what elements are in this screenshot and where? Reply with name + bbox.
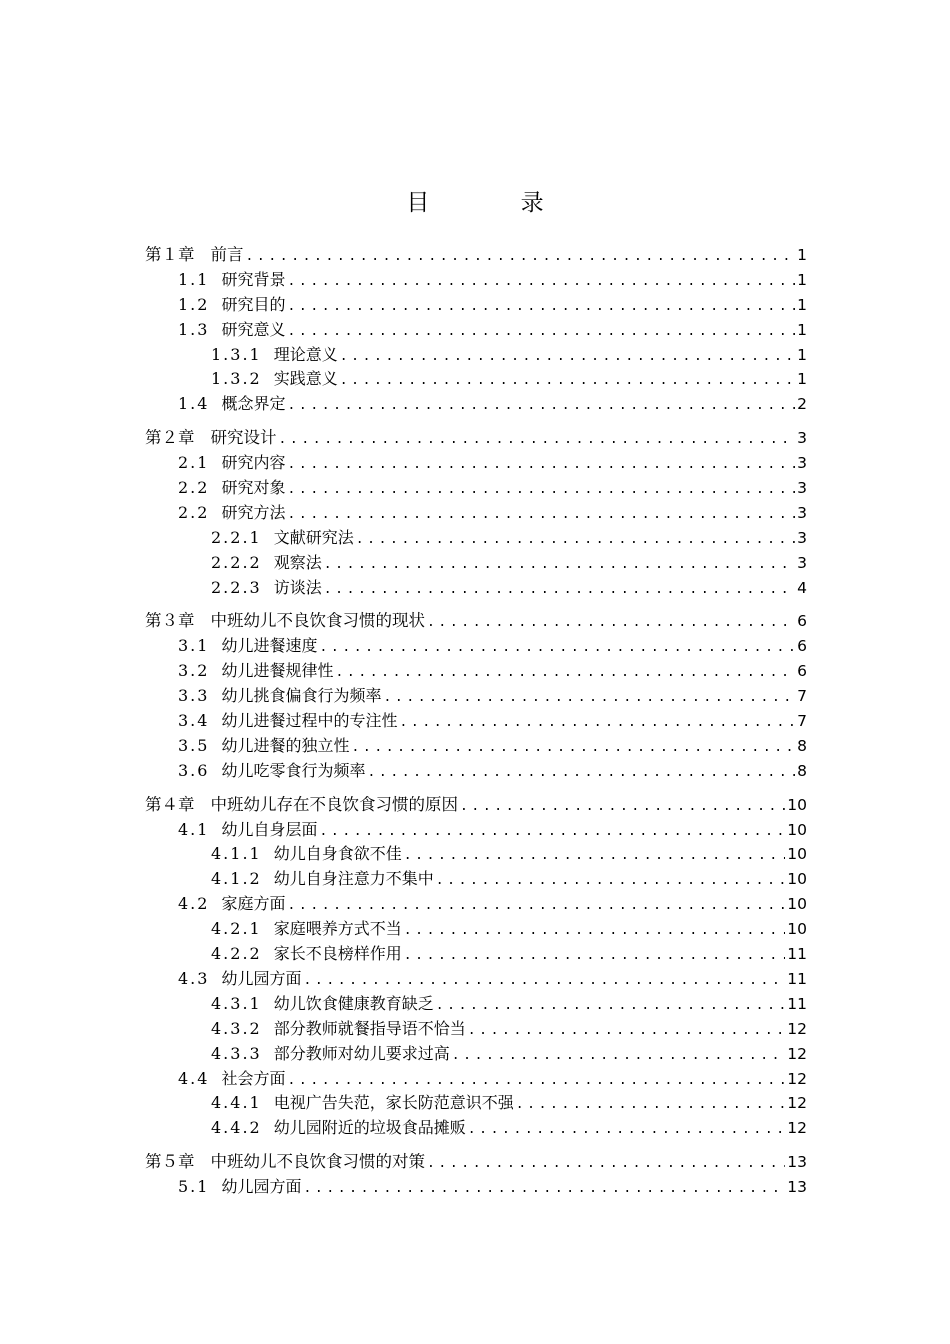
toc-entry-page-number: 13 [787, 1178, 807, 1197]
toc-entry-page-number: 3 [797, 429, 807, 448]
toc-entry[interactable] [145, 1116, 807, 1141]
toc-dot-leader [351, 736, 795, 761]
toc-entry-page-number: 3 [797, 528, 807, 547]
toc-entry-number: 1.3.2 [211, 369, 262, 389]
toc-entry-label: 家庭方面 [221, 894, 286, 914]
toc-entry-page-number: 11 [787, 969, 807, 988]
toc-chapter-entry[interactable] [145, 1150, 807, 1175]
toc-dot-leader [427, 1152, 785, 1177]
toc-entry-label: 家庭喂养方式不当 [273, 919, 402, 939]
toc-entry-page-number: 7 [797, 712, 807, 731]
toc-entry-page-number: 6 [797, 612, 807, 631]
toc-dot-leader [436, 869, 786, 894]
toc-entry-page-number: 1 [797, 295, 807, 314]
toc-entry-page-number: 12 [787, 1019, 807, 1038]
toc-dot-leader [404, 944, 786, 969]
toc-entry-label: 幼儿进餐的独立性 [221, 735, 350, 755]
toc-entry-number: 第４章 [145, 794, 195, 814]
toc-entry-number: 2.1 [178, 453, 210, 473]
toc-entry-number: 4.2.1 [211, 919, 262, 939]
toc-entry-number: 3.6 [178, 760, 210, 780]
toc-dot-leader [246, 245, 796, 270]
toc-chapter-entry[interactable] [145, 793, 807, 818]
toc-entry-page-number: 12 [787, 1069, 807, 1088]
toc-entry-label: 幼儿进餐速度 [221, 636, 318, 656]
toc-entry[interactable] [145, 343, 807, 368]
toc-dot-leader [287, 320, 795, 345]
toc-entry-page-number: 12 [787, 1094, 807, 1113]
toc-entry-label: 访谈法 [273, 577, 322, 597]
toc-entry-number: 5.1 [178, 1177, 210, 1197]
toc-entry-number: 2.2 [178, 478, 210, 498]
toc-entry-page-number: 1 [797, 246, 807, 264]
toc-entry-number: 2.2.3 [211, 577, 262, 597]
toc-entry[interactable] [145, 367, 807, 392]
toc-entry[interactable] [145, 818, 807, 843]
toc-entry[interactable] [145, 501, 807, 526]
toc-dot-leader [303, 969, 785, 994]
toc-entry-label: 幼儿自身食欲不佳 [273, 844, 402, 864]
toc-entry[interactable] [145, 709, 807, 734]
toc-entry[interactable] [145, 1042, 807, 1067]
toc-dot-leader [356, 528, 795, 553]
toc-entry-label: 幼儿进餐过程中的专注性 [221, 711, 398, 731]
toc-dot-leader [303, 1177, 785, 1202]
toc-entry-number: 1.3.1 [211, 344, 262, 364]
toc-entry-label: 幼儿饮食健康教育缺乏 [273, 993, 434, 1013]
toc-entry-page-number: 10 [787, 870, 807, 889]
toc-chapter-entry[interactable] [145, 426, 807, 451]
toc-entry[interactable] [145, 1175, 807, 1200]
toc-dot-leader [324, 553, 795, 578]
toc-entry-page-number: 3 [797, 454, 807, 473]
toc-entry-label: 幼儿进餐规律性 [221, 661, 334, 681]
toc-entry[interactable] [145, 268, 807, 293]
toc-dot-leader [436, 994, 786, 1019]
toc-entry-page-number: 4 [797, 578, 807, 597]
toc-entry-label: 文献研究法 [273, 527, 354, 547]
toc-entry[interactable] [145, 892, 807, 917]
toc-entry-label: 幼儿园方面 [221, 968, 302, 988]
toc-dot-leader [287, 503, 795, 528]
toc-dot-leader [287, 453, 795, 478]
toc-entry-number: 4.4 [178, 1068, 210, 1088]
toc-entry-label: 部分教师就餐指导语不恰当 [273, 1018, 466, 1038]
toc-entry-page-number: 11 [787, 945, 807, 964]
toc-dot-leader [340, 369, 795, 394]
toc-entry-label: 幼儿园附近的垃圾食品摊贩 [273, 1118, 466, 1138]
toc-dot-leader [468, 1118, 786, 1143]
toc-dot-leader [404, 844, 786, 869]
toc-dot-leader [335, 661, 795, 686]
toc-entry-number: 1.4 [178, 394, 210, 414]
toc-dot-leader [287, 894, 785, 919]
toc-entry-label: 研究设计 [210, 428, 277, 448]
toc-entry[interactable] [145, 992, 807, 1017]
toc-entry-page-number: 11 [787, 994, 807, 1013]
toc-dot-leader [324, 578, 795, 603]
toc-entry-page-number: 3 [797, 479, 807, 498]
toc-entry-page-number: 1 [797, 370, 807, 389]
toc-dot-leader [287, 295, 795, 320]
toc-entry-label: 部分教师对幼儿要求过高 [273, 1043, 450, 1063]
toc-entry[interactable] [145, 551, 807, 576]
toc-entry[interactable] [145, 967, 807, 992]
toc-chapter-entry[interactable] [145, 243, 807, 268]
toc-entry-label: 前言 [210, 245, 244, 264]
toc-entry[interactable] [145, 451, 807, 476]
toc-entry[interactable] [145, 1017, 807, 1042]
toc-entry-label: 家长不良榜样作用 [273, 944, 402, 964]
toc-entry[interactable] [145, 659, 807, 684]
toc-entry-number: 2.2 [178, 502, 210, 522]
toc-entry-page-number: 3 [797, 503, 807, 522]
toc-dot-leader [427, 611, 795, 636]
toc-entry-number: 3.2 [178, 661, 210, 681]
toc-entry-label: 研究方法 [221, 502, 286, 522]
toc-entry-number: 1.1 [178, 269, 210, 289]
toc-entry-page-number: 8 [797, 736, 807, 755]
toc-entry-label: 社会方面 [221, 1068, 286, 1088]
toc-entry-number: 3.5 [178, 735, 210, 755]
toc-entry-page-number: 12 [787, 1044, 807, 1063]
toc-entry-number: 4.2 [178, 894, 210, 914]
toc-entry[interactable] [145, 392, 807, 417]
toc-entry-number: 4.1.2 [211, 869, 262, 889]
toc-entry-page-number: 13 [787, 1153, 807, 1172]
toc-entry-label: 研究对象 [221, 478, 286, 498]
toc-dot-leader [516, 1093, 786, 1118]
toc-entry-label: 理论意义 [273, 344, 338, 364]
toc-entry[interactable] [145, 576, 807, 601]
toc-dot-leader [468, 1019, 786, 1044]
toc-entry-page-number: 6 [797, 662, 807, 681]
toc-entry[interactable] [145, 734, 807, 759]
toc-entry-number: 1.3 [178, 319, 210, 339]
toc-entry-page-number: 10 [787, 795, 807, 814]
toc-entry-label: 实践意义 [273, 369, 338, 389]
toc-entry-number: 第５章 [145, 1152, 195, 1172]
toc-entry-label: 幼儿吃零食行为频率 [221, 760, 366, 780]
toc-entry-label: 幼儿自身注意力不集中 [273, 869, 434, 889]
toc-dot-leader [340, 345, 795, 370]
toc-entry-number: 4.4.1 [211, 1093, 262, 1113]
toc-entry-number: 2.2.2 [211, 552, 262, 572]
toc-entry-page-number: 1 [797, 320, 807, 339]
toc-dot-leader [319, 820, 785, 845]
toc-entry[interactable] [145, 293, 807, 318]
toc-entry-label: 幼儿挑食偏食行为频率 [221, 686, 382, 706]
toc-dot-leader [452, 1044, 786, 1069]
toc-entry-page-number: 2 [797, 395, 807, 414]
toc-entry-number: 4.3.3 [211, 1043, 262, 1063]
toc-entry[interactable] [145, 476, 807, 501]
toc-entry-page-number: 12 [787, 1119, 807, 1138]
toc-entry-number: 4.1.1 [211, 844, 262, 864]
toc-entry-number: 第２章 [145, 428, 195, 448]
toc-entry[interactable] [145, 634, 807, 659]
toc-entry-number: 4.3.2 [211, 1018, 262, 1038]
toc-entry-number: 3.1 [178, 636, 210, 656]
toc-entry-label: 观察法 [273, 552, 322, 572]
toc-title: 目 录 [406, 190, 586, 216]
toc-dot-leader [287, 1069, 785, 1094]
toc-entry-number: 2.2.1 [211, 527, 262, 547]
toc-entry-page-number: 8 [797, 761, 807, 780]
toc-entry-label: 电视广告失范，家长防范意识不强 [273, 1093, 514, 1113]
toc-entry[interactable] [145, 867, 807, 892]
toc-entry-number: 3.3 [178, 686, 210, 706]
toc-entry-page-number: 10 [787, 820, 807, 839]
toc-chapter-entry[interactable] [145, 609, 807, 634]
toc-dot-leader [460, 795, 785, 820]
toc-entry[interactable] [145, 684, 807, 709]
toc-entry-label: 研究目的 [221, 294, 286, 314]
toc-entry-label: 研究意义 [221, 319, 286, 339]
toc-entry-page-number: 1 [797, 345, 807, 364]
toc-entry-page-number: 10 [787, 845, 807, 864]
toc-entry-number: 4.3 [178, 968, 210, 988]
toc-entry-label: 中班幼儿存在不良饮食习惯的原因 [210, 794, 458, 814]
toc-entry[interactable] [145, 942, 807, 967]
toc-entry-label: 中班幼儿不良饮食习惯的对策 [210, 1152, 425, 1172]
toc-entry[interactable] [145, 1091, 807, 1116]
toc-entry-number: 3.4 [178, 711, 210, 731]
toc-entry-label: 幼儿园方面 [221, 1177, 302, 1197]
toc-entry-page-number: 10 [787, 895, 807, 914]
toc-entry-number: 4.1 [178, 819, 210, 839]
toc-dot-leader [287, 478, 795, 503]
toc-dot-leader [319, 636, 795, 661]
toc-dot-leader [399, 711, 795, 736]
toc-entry-number: 1.2 [178, 294, 210, 314]
toc-dot-leader [404, 919, 786, 944]
toc-entry[interactable] [145, 318, 807, 343]
toc-entry[interactable] [145, 842, 807, 867]
toc-entry-number: 4.2.2 [211, 944, 262, 964]
toc-entry-number: 第３章 [145, 611, 195, 631]
toc-dot-leader [279, 428, 796, 453]
toc-entry-page-number: 6 [797, 637, 807, 656]
table-of-contents [145, 243, 807, 1200]
toc-dot-leader [383, 686, 795, 711]
toc-entry-label: 研究内容 [221, 453, 286, 473]
toc-entry[interactable] [145, 759, 807, 784]
toc-entry-label: 概念界定 [221, 394, 286, 414]
toc-entry-page-number: 3 [797, 553, 807, 572]
toc-entry-number: 4.3.1 [211, 993, 262, 1013]
toc-entry-page-number: 1 [797, 270, 807, 289]
toc-entry-page-number: 7 [797, 687, 807, 706]
toc-entry-number: 第１章 [145, 245, 195, 264]
toc-entry-label: 研究背景 [221, 269, 286, 289]
toc-entry[interactable] [145, 526, 807, 551]
toc-entry-label: 幼儿自身层面 [221, 819, 318, 839]
toc-dot-leader [367, 761, 795, 786]
toc-dot-leader [287, 394, 795, 419]
toc-entry[interactable] [145, 1067, 807, 1092]
toc-entry[interactable] [145, 917, 807, 942]
toc-dot-leader [287, 270, 795, 295]
toc-entry-label: 中班幼儿不良饮食习惯的现状 [210, 611, 425, 631]
toc-entry-page-number: 10 [787, 920, 807, 939]
toc-entry-number: 4.4.2 [211, 1118, 262, 1138]
